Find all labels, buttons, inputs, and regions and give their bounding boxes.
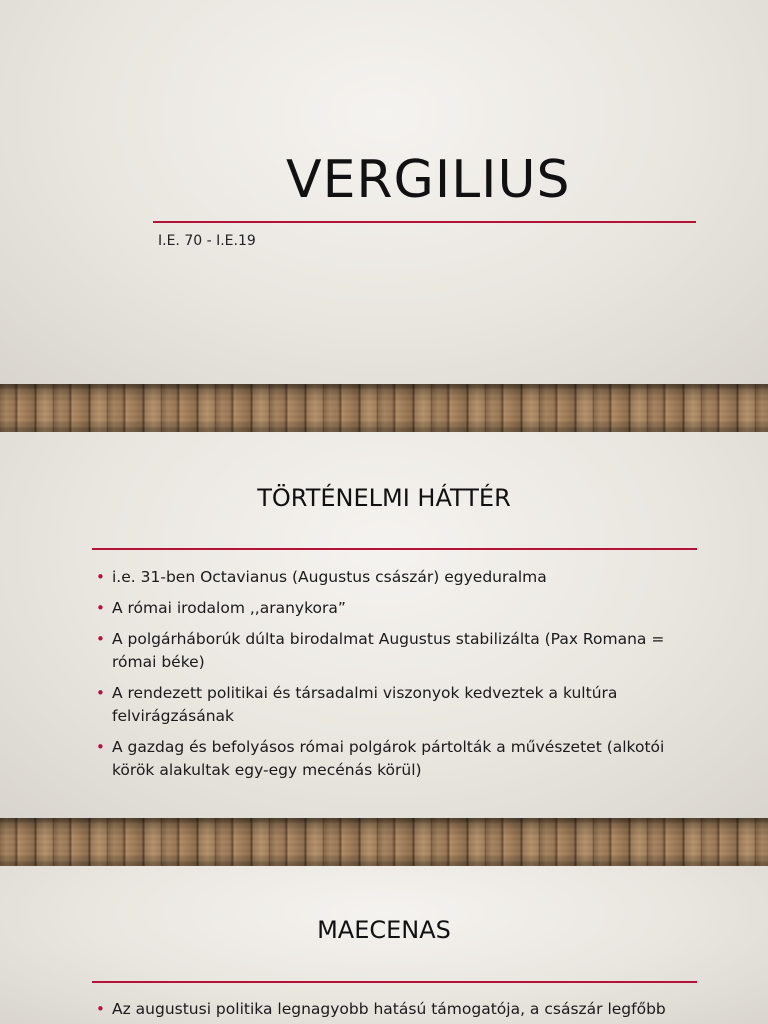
heading-divider — [92, 981, 697, 983]
slide-heading: TÖRTÉNELMI HÁTTÉR — [257, 484, 511, 512]
title-slide — [0, 0, 768, 384]
list-item: • i.e. 31-ben Octavianus (Augustus császár) egyeduralma — [96, 566, 696, 589]
bullet-icon: • — [96, 630, 105, 648]
bullet-icon: • — [96, 684, 105, 702]
heading-divider — [92, 548, 697, 550]
wood-floor-divider — [0, 384, 768, 432]
bullet-icon: • — [96, 599, 105, 617]
bullet-icon: • — [96, 1000, 105, 1018]
list-item: • A rendezett politikai és társadalmi viszonyok kedveztek a kultúra felvirágzásának — [96, 684, 618, 725]
list-item: • A polgárháborúk dúlta birodalmat Augustus stabilizálta (Pax Romana = római béke) — [96, 630, 665, 671]
slide-subtitle: I.E. 70 - I.E.19 — [158, 233, 256, 249]
list-item: • A gazdag és befolyásos római polgárok pártolták a művészetet (alkotói körök alakultak egy-egy mecénás körül) — [96, 738, 665, 779]
wood-floor-divider — [0, 818, 768, 866]
bullet-icon: • — [96, 738, 105, 756]
bullet-list — [96, 998, 696, 1024]
slide-heading: MAECENAS — [317, 916, 451, 944]
history-slide — [0, 432, 768, 818]
maecenas-slide — [0, 866, 768, 1024]
bullet-icon: • — [96, 568, 105, 586]
slide-title: VERGILIUS — [286, 150, 571, 210]
title-divider — [153, 221, 696, 223]
list-item: • A római irodalom ,,aranykora” — [96, 597, 696, 620]
list-item: • Az augustusi politika legnagyobb hatású támogatója, a császár legfőbb — [96, 998, 696, 1021]
bullet-list — [96, 566, 696, 790]
